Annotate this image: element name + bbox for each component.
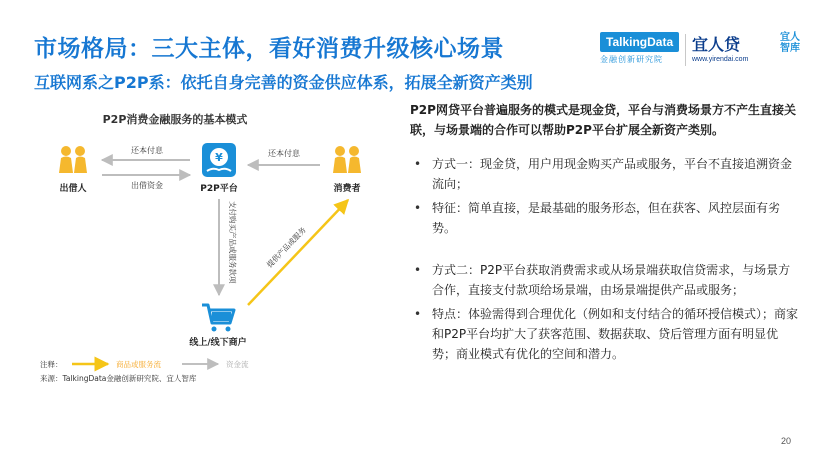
yirendai-logo <box>692 32 748 63</box>
yirendai-logo-name: 宜人贷 <box>692 35 741 54</box>
yen-coin-hand-icon <box>202 143 236 177</box>
talkingdata-logo-text: TalkingData <box>600 32 679 52</box>
source-note: 来源：TalkingData金融创新研究院、宜人智库 <box>40 374 197 383</box>
merchant-label: 线上/线下商户 <box>189 338 247 348</box>
legend-goods-text: 商品或服务流 <box>116 360 161 369</box>
p2p-service-diagram <box>30 105 400 405</box>
yiren-zhiku-logo: 宜人智库 <box>780 32 800 54</box>
yirendai-logo-url: www.yirendai.com <box>692 56 749 63</box>
consumer-label: 消费者 <box>333 184 361 194</box>
talkingdata-logo-caption: 金融创新研究院 <box>600 55 663 64</box>
repay-to-lender-label: 还本付息 <box>131 146 163 155</box>
bullet-item: • 方式二：P2P平台获取消费需求或从场景端获取信贷需求，与场景方合作，直接支付款项给场景端，由场景端提供产品或服务； <box>410 260 800 300</box>
intro-paragraph: P2P网贷平台普遍服务的模式是现金贷，平台与消费场景方不产生直接关联，与场景端的合作可以帮助P2P平台扩展全新资产类别。 <box>410 103 796 137</box>
provide-goods-label: 提供产品或服务 <box>264 225 308 270</box>
diagram-title: P2P消费金融服务的基本模式 <box>102 113 248 126</box>
shopping-cart-icon <box>202 305 234 332</box>
svg-text:¥: ¥ <box>215 151 223 164</box>
legend-fund-text: 资金流 <box>226 360 249 369</box>
page-number: 20 <box>780 436 791 446</box>
pay-for-goods-label: 支付购买产品或服务款项 <box>228 201 237 284</box>
lend-funds-label: 出借资金 <box>131 181 163 190</box>
page-subtitle: 互联网系之P2P系：依托自身完善的资金供应体系，拓展全新资产类别 <box>34 73 533 92</box>
logo-divider <box>685 34 686 66</box>
bullet-item: • 方式一：现金贷，用户用现金购买产品或服务，平台不直接追溯资金流向； <box>410 154 800 194</box>
bullet-item: • 特征：简单直接，是最基础的服务形态，但在获客、风控层面有劣势。 <box>410 198 800 238</box>
provide-goods-arrow <box>248 200 348 305</box>
bullet-item: • 特点：体验需得到合理优化（例如和支付结合的循环授信模式）；商家和P2P平台均扩大了获客范围、数据获取、贷后管理方面有明显优势；商业模式有优化的空间和潜力。 <box>410 304 800 364</box>
lender-label: 出借人 <box>59 184 87 194</box>
page-title: 市场格局：三大主体，看好消费升级核心场景 <box>34 36 504 62</box>
lender-icon <box>59 146 87 173</box>
bullet-list <box>410 154 800 364</box>
legend-label: 注释： <box>40 360 63 369</box>
consumer-icon <box>333 146 361 173</box>
platform-label: P2P平台 <box>200 184 238 194</box>
talkingdata-logo <box>600 32 679 65</box>
repay-to-platform-label: 还本付息 <box>268 149 300 158</box>
right-text-panel <box>410 100 800 364</box>
